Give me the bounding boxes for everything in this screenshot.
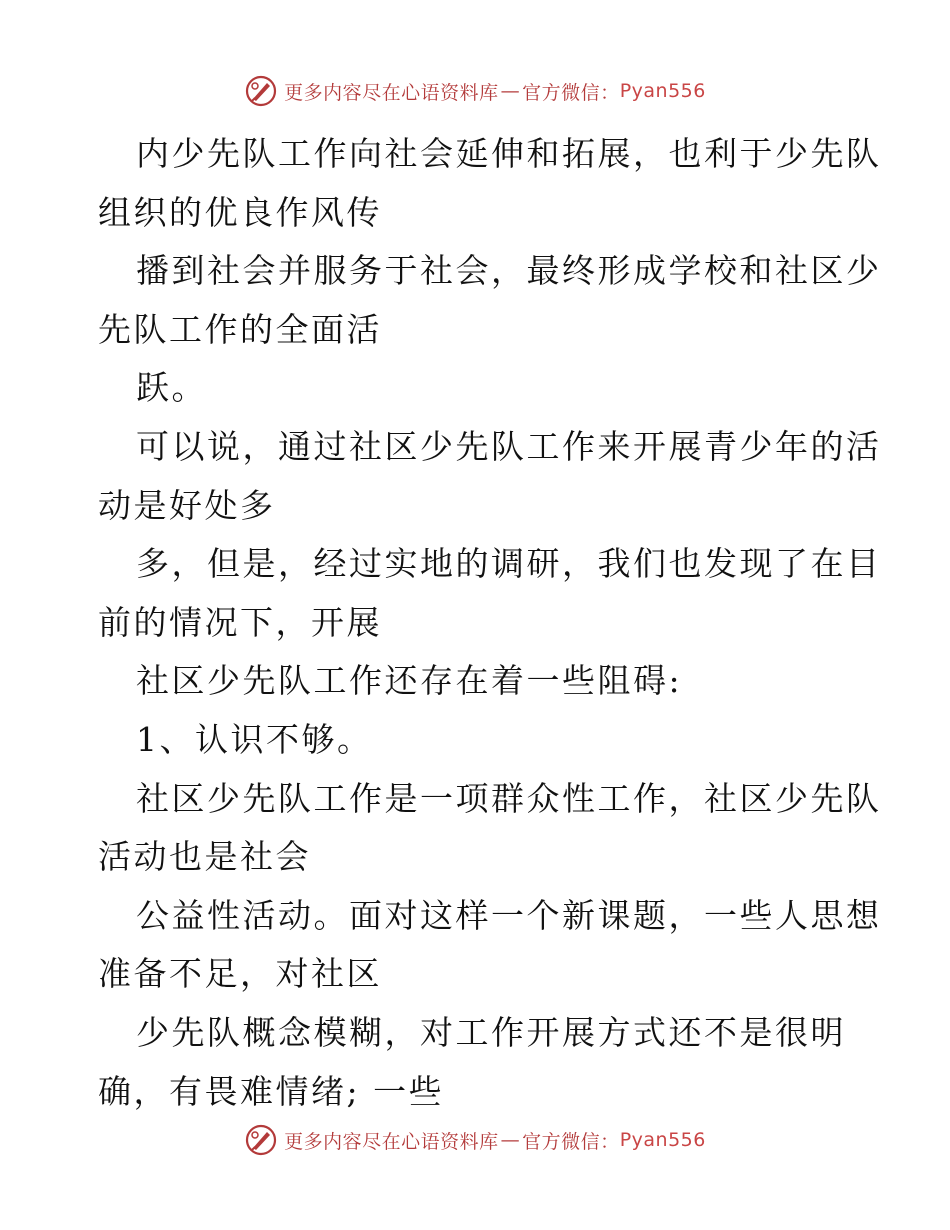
text-line: 内少先队工作向社会延伸和拓展，也利于少先队	[136, 134, 882, 173]
watermark-id: Pyan556	[619, 80, 706, 102]
quill-logo-icon	[244, 74, 278, 108]
footer-watermark	[0, 1120, 950, 1160]
text-line: 少先队概念模糊，对工作开展方式还不是很明	[136, 1012, 846, 1052]
watermark-id: Pyan556	[619, 1129, 706, 1151]
text-line: 播到社会并服务于社会，最终形成学校和社区少	[136, 251, 882, 291]
text-line: 动是好处多	[98, 485, 276, 525]
text-line: 公益性活动。面对这样一个新课题，一些人思想	[136, 895, 882, 935]
watermark-label: 官方微信：	[522, 81, 620, 104]
text-line: 可以说，通过社区少先队工作来开展青少年的活	[136, 426, 882, 466]
text-line: 1、认识不够。	[136, 719, 373, 759]
quill-logo-icon	[244, 1123, 278, 1157]
text-line: 社区少先队工作是一项群众性工作，社区少先队	[136, 778, 882, 818]
text-line: 准备不足，对社区	[98, 954, 382, 994]
text-line: 活动也是社会	[98, 837, 311, 877]
text-line: 前的情况下，开展	[98, 602, 382, 642]
text-line: 跃。	[136, 368, 207, 408]
watermark-separator: —	[500, 1129, 521, 1151]
watermark-separator: —	[500, 80, 521, 102]
text-line: 社区少先队工作还存在着一些阻碍:	[136, 661, 683, 701]
watermark-text: 更多内容尽在心语资料库	[284, 1130, 499, 1153]
header-watermark	[0, 71, 950, 111]
text-line: 先队工作的全面活	[98, 309, 382, 349]
text-line: 确，有畏难情绪; 一些	[98, 1071, 445, 1111]
text-line: 组织的优良作风传	[98, 192, 382, 232]
watermark-text: 更多内容尽在心语资料库	[284, 81, 499, 104]
document-body	[98, 125, 882, 1121]
text-line: 多，但是，经过实地的调研，我们也发现了在目	[136, 544, 882, 584]
watermark-label: 官方微信：	[522, 1130, 620, 1153]
